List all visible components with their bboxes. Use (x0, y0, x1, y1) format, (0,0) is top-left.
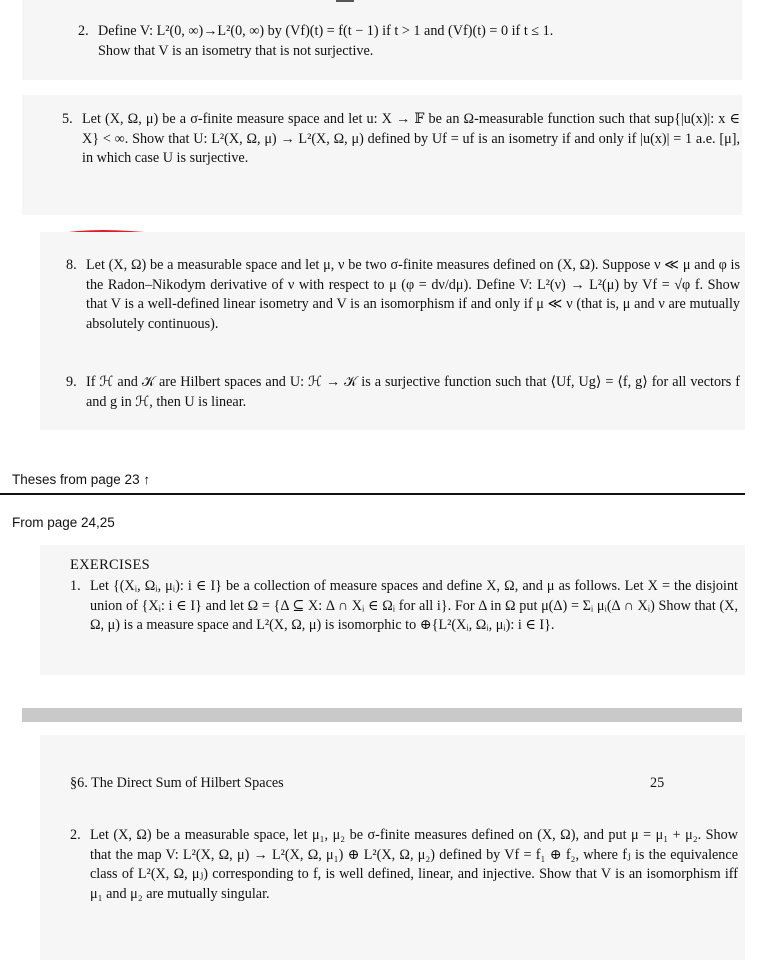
exercise-number: 5. (62, 111, 73, 127)
exercise-9 (66, 373, 740, 412)
running-head-page: 25 (650, 775, 665, 791)
divider-rule (0, 493, 745, 495)
exercise-8 (66, 256, 740, 334)
running-head-section: §6. The Direct Sum of Hilbert Spaces (70, 775, 284, 791)
exercise-text: If ℋ and 𝒦 are Hilbert spaces and U: ℋ → 𝒦 is a surjective function such that ⟨Uf, Ug⟩ = ⟨f, g⟩ for all vectors f and g in ℋ, then U is linear. (86, 374, 740, 410)
exercise-number: 2. (70, 827, 81, 843)
exercise-text: Let {(Xᵢ, Ωᵢ, μᵢ): i ∈ I} be a collection of measure spaces and define X, Ω, and μ as follows. Let X = the disjoint union of {Xᵢ: i ∈ I} and let Ω = {Δ ⊆ X: Δ ∩ Xᵢ ∈ Ωᵢ for all i}. For Δ in Ω put μ(Δ) = Σᵢ μᵢ(Δ ∩ Xᵢ) Show that (X, Ω, μ) is a measure space and L²(X, Ω, μ) is isomorphic to ⊕{L²(Xᵢ, Ωᵢ, μᵢ): i ∈ I}. (90, 578, 738, 633)
exercise-text: Let (X, Ω) be a measurable space, let μ₁, μ₂ be σ-finite measures defined on (X, Ω), and put μ = μ₁ + μ₂. Show that the map V: L²(X, Ω, μ) → L²(X, Ω, μ₁) ⊕ L²(X, Ω, μ₂) defined by Vf = f₁ ⊕ f₂, where fⱼ is the equivalence class of L²(X, Ω, μⱼ) corresponding to f, is well defined, linear, and injective. Show that V is an isomorphism iff μ₁ and μ₂ are mutually singular. (90, 827, 738, 902)
exercise-1 (70, 577, 738, 636)
exercise-number: 9. (66, 374, 77, 390)
exercise-text: Let (X, Ω) be a measurable space and let μ, ν be two σ-finite measures defined on (X, Ω). Suppose ν ≪ μ and φ is the Radon–Nikodym derivative of ν with respect to μ (φ = dν/dμ). Define V: L²(ν) → L²(μ) by Vf = √φ f. Show that V is a well-defined linear isometry and V is an isomorphism if and only if μ ≪ ν (that is, μ and ν are mutually absolutely continuous). (86, 257, 740, 332)
exercise-number: 2. (78, 23, 89, 39)
exercise-text-line1: Define V: L²(0, ∞)→L²(0, ∞) by (Vf)(t) = f(t − 1) if t > 1 and (Vf)(t) = 0 if t ≤ 1. (98, 23, 554, 39)
exercise-5 (62, 110, 740, 169)
top-edge-mark (336, 0, 354, 2)
from-page-note: From page 24,25 (12, 515, 115, 530)
exercise-2b (70, 826, 738, 904)
exercises-heading: EXERCISES (70, 557, 151, 573)
exercise-text-line2: Show that V is an isometry that is not surjective. (98, 42, 374, 59)
page-separator-bar (22, 708, 742, 722)
exercise-number: 1. (70, 578, 81, 594)
exercise-number: 8. (66, 257, 77, 273)
theses-note: Theses from page 23 ↑ (12, 472, 151, 487)
exercise-2 (78, 22, 758, 61)
exercise-text: Let (X, Ω, μ) be a σ-finite measure space and let u: X → 𝔽 be an Ω-measurable function such that sup{|u(x)|: x ∈ X} < ∞. Show that U: L²(X, Ω, μ) → L²(X, Ω, μ) defined by Uf = uf is an isometry if and only if |u(x)| = 1 a.e. [μ], in which case U is surjective. (82, 111, 740, 166)
